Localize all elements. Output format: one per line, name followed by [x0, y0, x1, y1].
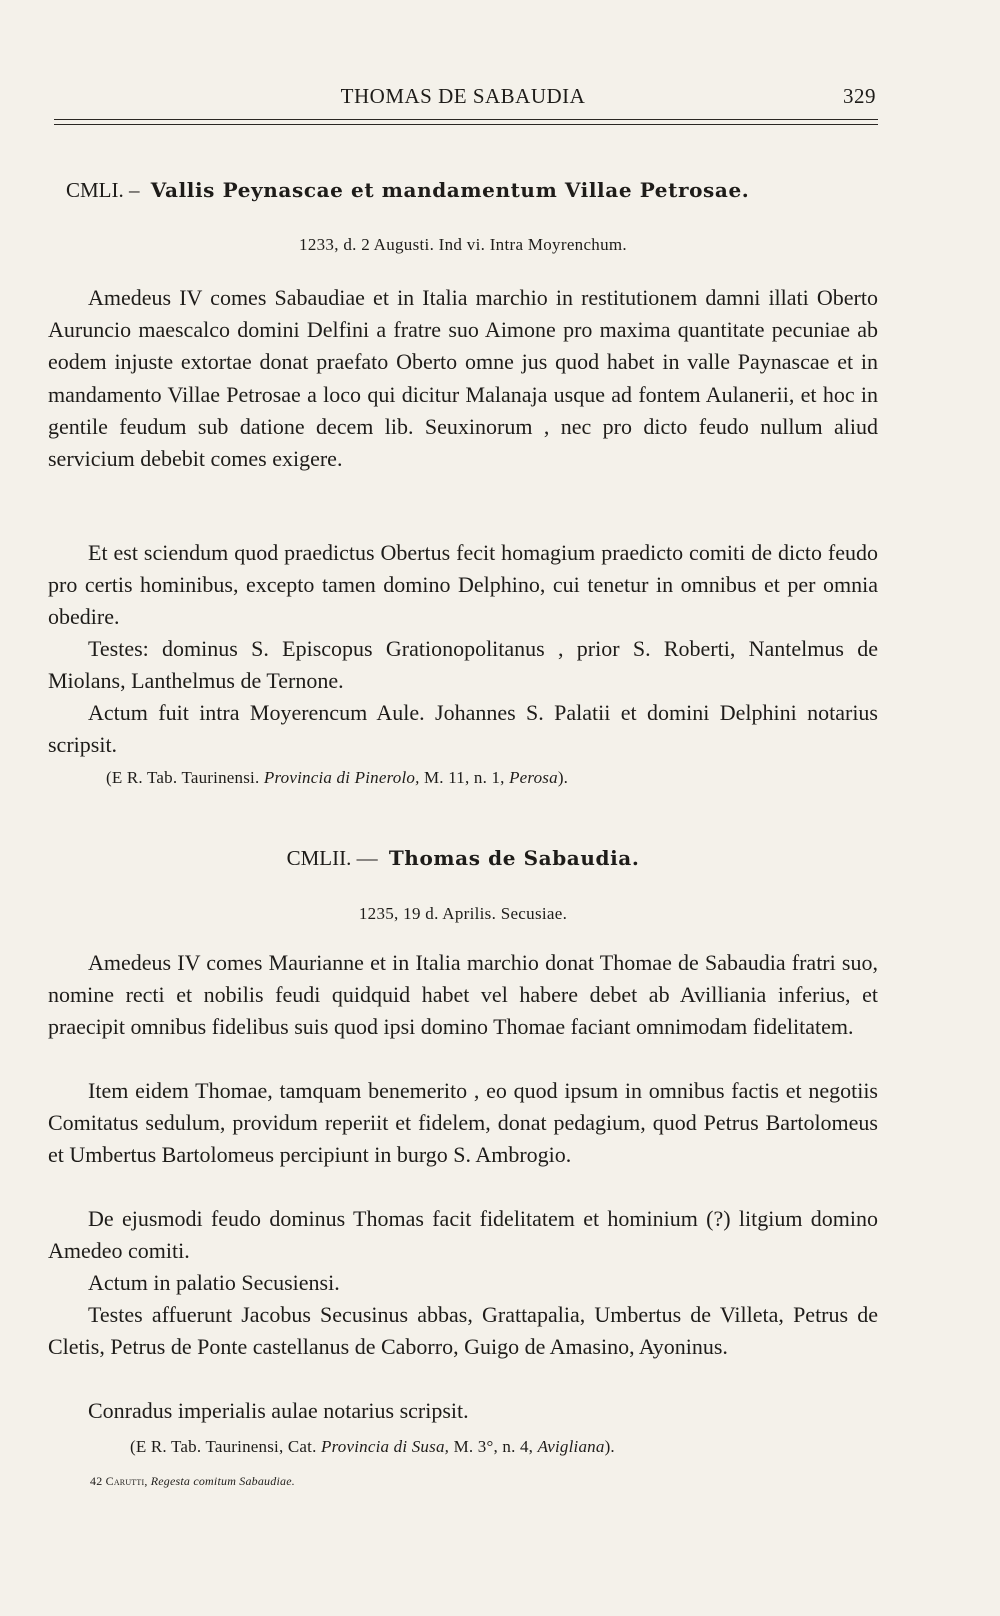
paragraph: De ejusmodi feudo dominus Thomas facit fidelitatem et hominium (?) litgium domino Amedeo comiti. [48, 1206, 878, 1264]
signature-number: 42 [90, 1474, 103, 1488]
source-place: Avigliana [537, 1437, 605, 1456]
source-place: Perosa [509, 768, 558, 787]
source-province: Provincia di Pinerolo, [263, 768, 420, 787]
document-title: Vallis Peynascae et mandamentum Villae Petrosae. [150, 178, 750, 202]
archival-source [130, 1437, 878, 1457]
paragraph: Testes affuerunt Jacobus Secusinus abbas, Grattapalia, Umbertus de Villeta, Petrus de Cletis, Petrus de Ponte castellanus de Caborro, Guigo de Amasino, Ayoninus. [48, 1302, 878, 1360]
source-province: Provincia di Susa, [321, 1437, 450, 1456]
header-rule [54, 124, 878, 125]
source-prefix: (E R. Tab. Taurinensi, Cat. [130, 1437, 317, 1456]
paragraph: Item eidem Thomae, tamquam benemerito , eo quod ipsum in omnibus factis et negotiis Comitatus sedulum, providum reperiit et fidelem, donat pedagium, quod Petrus Bartolomeus et Umbertus Bartolomeus percipiunt in burgo S. Ambrogio. [48, 1078, 878, 1168]
paragraph: Amedeus IV comes Maurianne et in Italia marchio donat Thomae de Sabaudia fratri suo, nomine recti et nobilis feudi quidquid habet vel habere debet ab Avilliania inferius, et praecipit omnibus fidelibus suis quod ipsi domino Thomae faciant omnimodam fidelitatem. [48, 950, 878, 1040]
paragraph: Conradus imperialis aulae notarius scripsit. [88, 1398, 469, 1423]
source-suffix: ). [557, 768, 569, 787]
signature-author: Carutti, [105, 1474, 148, 1488]
paragraph: Actum fuit intra Moyerencum Aule. Johannes S. Palatii et domini Delphini notarius scripsit. [48, 700, 878, 758]
document-date: 1235, 19 d. Aprilis. Secusiae. [358, 904, 568, 923]
footer-signature [90, 1474, 295, 1489]
document-number: CMLII. — [286, 846, 378, 870]
document-heading [66, 178, 878, 203]
source-suffix: ). [604, 1437, 615, 1456]
page [48, 0, 878, 1616]
document-title: Thomas de Sabaudia. [388, 846, 640, 870]
document-number: CMLI. – [66, 178, 140, 202]
source-reference: M. 11, n. 1, [423, 768, 505, 787]
paragraph: Amedeus IV comes Sabaudiae et in Italia marchio in restitutionem damni illati Oberto Auruncio maescalco domini Delfini a fratre suo Aimone pro maxima quantitate pecuniae ab eodem injuste extortae donat praefato Oberto omne jus quod habet in valle Paynascae et in mandamento Villae Petrosae a loco qui dicitur Malanaja usque ad fontem Aulanerii, et hoc in gentile feudum sub datione decem lib. Seuxinorum , nec pro dicto feudo nullum aliud servicium debebit comes exigere. [48, 285, 878, 472]
running-title: THOMAS DE SABAUDIA [340, 84, 586, 108]
signature-work: Regesta comitum Sabaudiae. [150, 1474, 295, 1488]
paragraph: Et est sciendum quod praedictus Obertus fecit homagium praedicto comiti de dicto feudo pro certis hominibus, excepto tamen domino Delphino, cui tenetur in omnibus et per omnia obedire. [48, 540, 878, 630]
paragraph: Testes: dominus S. Episcopus Grationopolitanus , prior S. Roberti, Nantelmus de Miolans, Lanthelmus de Ternone. [48, 636, 878, 694]
archival-source [106, 768, 878, 788]
document-date: 1233, d. 2 Augusti. Ind vi. Intra Moyrenchum. [299, 235, 627, 254]
page-number: 329 [843, 84, 876, 108]
document-heading [48, 846, 878, 871]
paragraph: Actum in palatio Secusiensi. [88, 1270, 340, 1295]
source-reference: M. 3°, n. 4, [453, 1437, 534, 1456]
header-rule [54, 119, 878, 120]
source-prefix: (E R. Tab. Taurinensi. [106, 768, 260, 787]
